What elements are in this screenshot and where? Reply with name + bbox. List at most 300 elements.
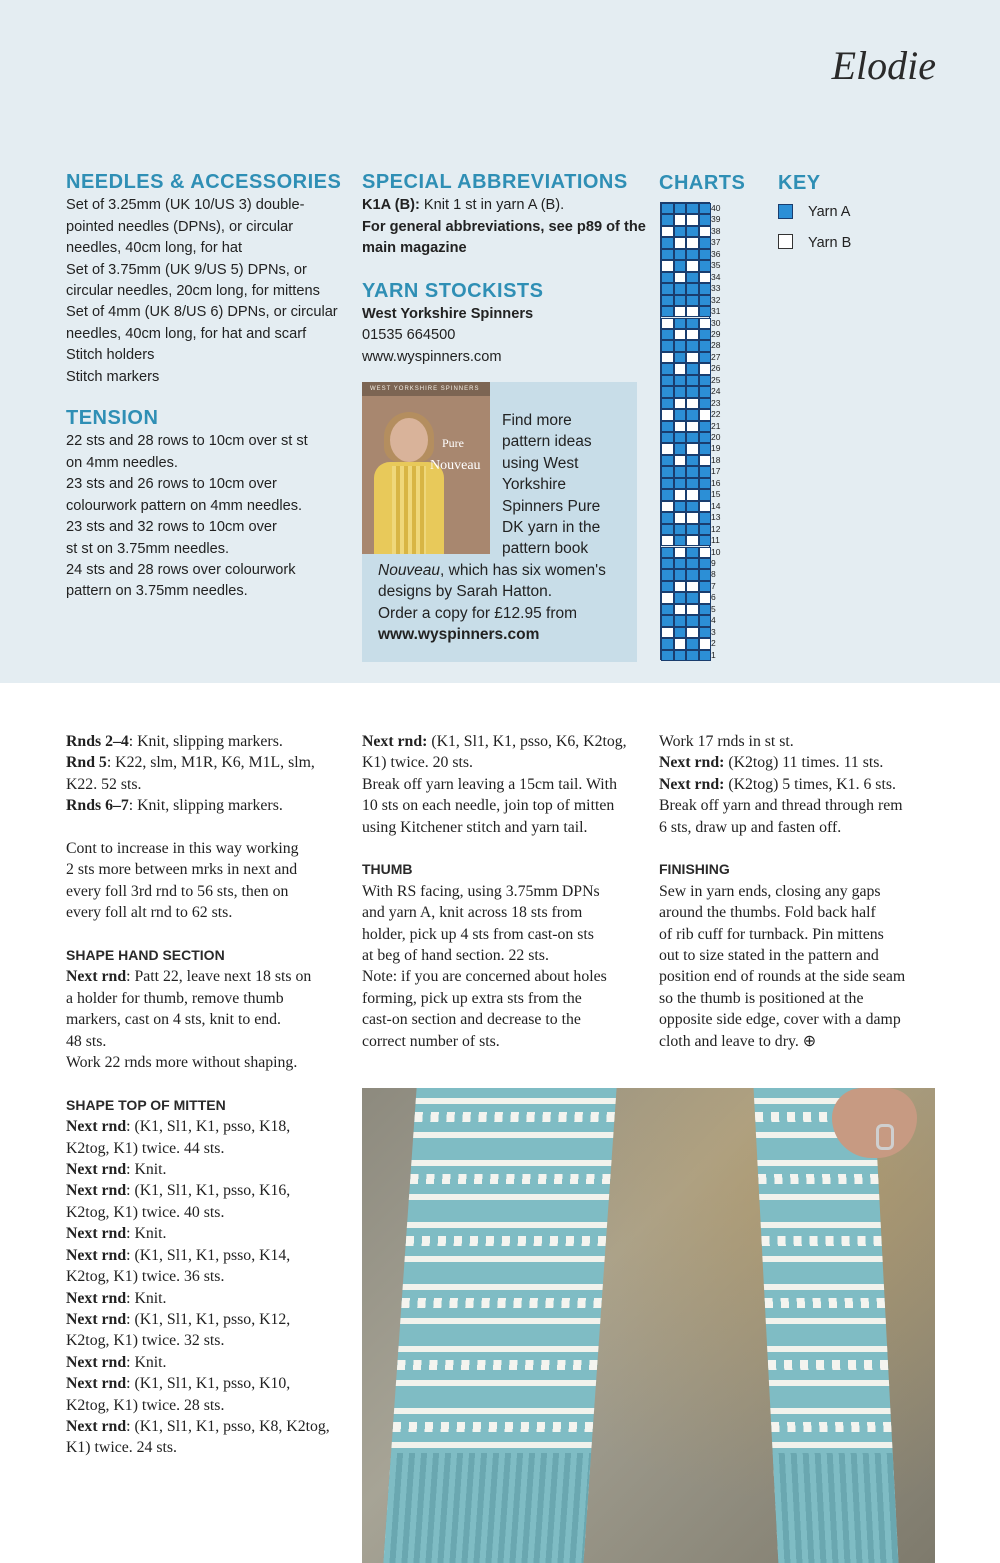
yarn-b-swatch — [778, 234, 793, 249]
chart-row-number: 2 — [711, 638, 716, 649]
chart-cell — [699, 203, 712, 214]
chart-row-number: 1 — [711, 649, 716, 660]
finishing-heading: FINISHING — [659, 861, 730, 878]
chart-cell — [686, 214, 699, 225]
scarf-stripe — [415, 1098, 615, 1104]
chart-cell — [674, 535, 687, 546]
chart-cell — [674, 501, 687, 512]
book-promo-box — [362, 382, 637, 662]
rnds-6-7 — [66, 795, 346, 816]
chart-cell — [686, 306, 699, 317]
scarf-stripe — [761, 1236, 882, 1246]
chart-row-number: 36 — [711, 248, 721, 259]
scarf-rib — [383, 1453, 591, 1563]
rnd-5-cont: K22. 52 sts. — [66, 775, 142, 793]
chart-cell — [661, 352, 674, 363]
thumb-line: With RS facing, using 3.75mm DPNs — [362, 882, 600, 900]
chart-cell — [686, 398, 699, 409]
chart-row-number: 31 — [711, 306, 721, 317]
chart-cell — [661, 535, 674, 546]
top-rnd-6-cont: K1) twice. 24 sts. — [66, 1439, 178, 1457]
chart-cell — [686, 249, 699, 260]
book-line-1-rest: , which has six women's — [440, 562, 606, 579]
chart-row-number: 32 — [711, 294, 721, 305]
rnd-5-text: : K22, slm, M1R, K6, M1L, slm, — [106, 754, 315, 772]
chart-cell — [699, 535, 712, 546]
chart-cell — [674, 650, 687, 661]
top-rnd-3-cont: K2tog, K1) twice. 36 sts. — [66, 1268, 225, 1286]
chart-row-number: 3 — [711, 626, 716, 637]
chart-cell — [661, 592, 674, 603]
chart-cell — [699, 569, 712, 580]
chart-cell — [686, 638, 699, 649]
scarf-stripe — [414, 1112, 615, 1122]
thumb-line: at beg of hand section. 22 sts. — [362, 947, 549, 965]
col3-break-text — [659, 795, 949, 838]
chart-cell — [686, 432, 699, 443]
chart-cell — [674, 386, 687, 397]
chart-cell — [686, 260, 699, 271]
tension-line: 23 sts and 26 rows to 10cm over — [66, 476, 277, 493]
chart-cell — [686, 272, 699, 283]
chart-cell — [686, 455, 699, 466]
chart-row-number: 24 — [711, 386, 721, 397]
scarf-stripe — [400, 1318, 600, 1324]
cover-model-top — [392, 466, 426, 554]
chart-cell — [674, 547, 687, 558]
chart-cell — [699, 306, 712, 317]
needles-line: Stitch markers — [66, 368, 160, 385]
book-side-line: pattern book — [502, 540, 589, 558]
chart-cell — [686, 375, 699, 386]
chart-cell — [674, 569, 687, 580]
chart-cell — [661, 386, 674, 397]
needles-heading: NEEDLES & ACCESSORIES — [66, 171, 342, 193]
needles-line: Set of 3.25mm (UK 10/US 3) double- — [66, 197, 305, 214]
top-rnd-5 — [66, 1373, 346, 1394]
top-rnd-6 — [66, 1416, 346, 1437]
book-side-text — [502, 410, 600, 560]
scarf-stripe — [401, 1298, 602, 1308]
book-side-line: DK yarn in the — [502, 519, 601, 537]
scarf-stripe — [764, 1284, 884, 1290]
chart-cell — [686, 329, 699, 340]
chart-cell — [686, 443, 699, 454]
chart-cell — [661, 421, 674, 432]
chart-cell — [674, 329, 687, 340]
chart-row-number: 26 — [711, 363, 721, 374]
scarf-stripe — [409, 1194, 609, 1200]
scarf-right-panel — [754, 1088, 899, 1563]
chart-cell — [699, 443, 712, 454]
chart-cell — [661, 214, 674, 225]
chart-cell — [661, 432, 674, 443]
chart-row-number: 39 — [711, 214, 721, 225]
chart-row-number: 27 — [711, 351, 721, 362]
chart-cell — [686, 501, 699, 512]
next-rnd-term: Next rnd — [66, 1118, 127, 1136]
chart-cell — [674, 306, 687, 317]
stockist-web[interactable]: www.wyspinners.com — [362, 348, 502, 365]
chart-cell — [661, 272, 674, 283]
chart-row-number: 34 — [711, 271, 721, 282]
chart-cell — [674, 318, 687, 329]
chart-cell — [674, 363, 687, 374]
book-side-line: pattern ideas — [502, 433, 592, 451]
chart-row-number: 37 — [711, 237, 721, 248]
hand-line: 48 sts. — [66, 1032, 107, 1050]
needles-line: needles, 40cm long, for hat — [66, 240, 243, 257]
chart-cell — [674, 249, 687, 260]
chart-cell — [699, 386, 712, 397]
book-line-3: Order a copy for £12.95 from — [378, 604, 578, 622]
chart-cell — [686, 203, 699, 214]
top-rnd-5-cont: K2tog, K1) twice. 28 sts. — [66, 1396, 225, 1414]
cover-pure-text: Pure — [442, 436, 464, 450]
chart-cell — [699, 249, 712, 260]
chart-cell — [686, 478, 699, 489]
chart-row-number: 40 — [711, 203, 721, 213]
chart-cell — [699, 352, 712, 363]
chart-cell — [699, 524, 712, 535]
chart-cell — [674, 615, 687, 626]
break-line: using Kitchener stitch and yarn tail. — [362, 818, 588, 836]
finishing-lines — [659, 881, 949, 1031]
chart-cell — [686, 489, 699, 500]
top-rnd-1-text: : (K1, Sl1, K1, psso, K18, — [126, 1118, 291, 1136]
chart-cell — [686, 512, 699, 523]
cont-line: 2 sts more between mrks in next and — [66, 861, 298, 879]
scarf-stripe — [757, 1160, 877, 1166]
scarf-stripe — [768, 1360, 889, 1370]
break-line: Break off yarn and thread through rem — [659, 797, 903, 815]
chart-cell — [674, 592, 687, 603]
thumb-line: cast-on section and decrease to the — [362, 1011, 581, 1029]
hand-next-rnd-text: : Patt 22, leave next 18 sts on — [126, 968, 312, 986]
needles-line: Set of 4mm (UK 8/US 6) DPNs, or circular — [66, 304, 338, 321]
finishing-line: so the thumb is positioned at the — [659, 989, 864, 1007]
chart-cell — [674, 214, 687, 225]
chart-cell — [661, 455, 674, 466]
scarf-stripe — [759, 1194, 879, 1200]
chart-row-number: 4 — [711, 615, 716, 626]
rnds-2-4-text: : Knit, slipping markers. — [128, 733, 283, 750]
break-line: 6 sts, draw up and fasten off. — [659, 818, 842, 836]
chart-cell — [661, 650, 674, 661]
finishing-line: position end of rounds at the side seam — [659, 968, 906, 986]
body-column-2 — [362, 731, 647, 1052]
col3-next-rnd-1-text: (K2tog) 11 times. 11 sts. — [724, 754, 884, 772]
tension-line: st st on 3.75mm needles. — [66, 540, 230, 557]
needles-line: Set of 3.75mm (UK 9/US 5) DPNs, or — [66, 261, 307, 278]
chart-cell — [674, 455, 687, 466]
scarf-stripe — [762, 1256, 882, 1262]
chart-row-number: 14 — [711, 500, 721, 511]
scarf-stripe — [770, 1408, 890, 1414]
k1a-definition — [362, 195, 647, 216]
tension-line: colourwork pattern on 4mm needles. — [66, 497, 303, 514]
chart-cell — [699, 638, 712, 649]
chart-cell — [699, 398, 712, 409]
scarf-stripe — [411, 1160, 611, 1166]
general-abbrev-2: main magazine — [362, 240, 467, 257]
chart-cell — [699, 581, 712, 592]
chart-row-number: 29 — [711, 328, 721, 339]
cover-nouveau-text: Nouveau — [430, 458, 481, 473]
yarn-a-swatch — [778, 204, 793, 219]
tension-line: 24 sts and 28 rows over colourwork — [66, 561, 296, 578]
chart-row-number: 7 — [711, 580, 716, 591]
top-rnd-5-text: : (K1, Sl1, K1, psso, K10, — [126, 1375, 291, 1393]
chart-row-number: 23 — [711, 397, 721, 408]
hand-next-rnd — [66, 966, 346, 987]
chart-row-number: 21 — [711, 420, 721, 431]
needles-line: Stitch holders — [66, 347, 155, 364]
top-rnd-3-text: : (K1, Sl1, K1, psso, K14, — [126, 1246, 291, 1264]
chart-cell — [661, 318, 674, 329]
needles-line: circular needles, 20cm long, for mittens — [66, 283, 320, 300]
next-rnd-term: Next rnd — [66, 1310, 127, 1328]
ring-shape — [876, 1124, 894, 1150]
rnds-6-7-text: : Knit, slipping markers. — [128, 797, 283, 815]
chart-cell — [661, 409, 674, 420]
cont-line: every foll 3rd rnd to 56 sts, then on — [66, 882, 289, 900]
tension-line: 22 sts and 28 rows to 10cm over st st — [66, 433, 308, 450]
cont-increase-text — [66, 838, 346, 924]
next-rnd-term: Next rnd — [66, 1246, 127, 1264]
next-rnd-term: Next rnd: — [659, 775, 725, 793]
stockist-phone: 01535 664500 — [362, 327, 456, 344]
chart-row-number: 30 — [711, 317, 721, 328]
chart-row-number: 18 — [711, 454, 721, 465]
yarn-a-label: Yarn A — [808, 204, 851, 220]
book-cover-band — [362, 382, 490, 396]
next-rnd-term: Next rnd — [66, 1417, 127, 1435]
chart-cell — [699, 318, 712, 329]
scarf-stripe — [404, 1256, 604, 1262]
chart-cell — [699, 650, 712, 661]
chart-cell — [661, 466, 674, 477]
chart-row-number: 38 — [711, 225, 721, 236]
chart-cell — [674, 283, 687, 294]
chart-cell — [661, 237, 674, 248]
top-rnd-1-cont: K2tog, K1) twice. 44 sts. — [66, 1139, 225, 1157]
chart-row-number: 16 — [711, 477, 721, 488]
cont-line: every foll alt rnd to 62 sts. — [66, 904, 233, 922]
top-rnd-2-cont: K2tog, K1) twice. 40 sts. — [66, 1203, 225, 1221]
chart-cell — [674, 627, 687, 638]
chart-cell — [686, 283, 699, 294]
break-line: Break off yarn leaving a 15cm tail. With — [362, 775, 617, 793]
needles-line: pointed needles (DPNs), or circular — [66, 218, 294, 235]
body-column-1 — [66, 731, 346, 1459]
book-title-italic: Nouveau — [378, 562, 441, 579]
finishing-line: Sew in yarn ends, closing any gaps — [659, 882, 881, 900]
knit-text: : Knit. — [126, 1289, 167, 1307]
chart-row-number: 25 — [711, 374, 721, 385]
knit-rnd-1 — [66, 1159, 346, 1180]
charts-heading: CHARTS — [659, 172, 746, 194]
next-rnd-term: Next rnd — [66, 1182, 127, 1200]
rnd-5-term: Rnd 5 — [66, 754, 107, 772]
chart-cell — [674, 272, 687, 283]
chart-cell — [686, 318, 699, 329]
chart-cell — [699, 627, 712, 638]
chart-row-number: 35 — [711, 260, 721, 271]
col3-next-rnd-1 — [659, 752, 949, 773]
chart-row-number: 15 — [711, 489, 721, 500]
chart-cell — [674, 466, 687, 477]
scarf-stripe — [402, 1284, 602, 1290]
finishing-line: opposite side edge, cover with a damp — [659, 1011, 901, 1029]
chart-cell — [661, 398, 674, 409]
shape-top-heading: SHAPE TOP OF MITTEN — [66, 1096, 226, 1113]
hand-lines — [66, 988, 346, 1074]
scarf-stripe — [391, 1442, 591, 1448]
chart-cell — [686, 409, 699, 420]
needles-line: needles, 40cm long, for hat and scarf — [66, 325, 307, 342]
chart-cell — [686, 592, 699, 603]
chart-cell — [699, 604, 712, 615]
scarf-stripe — [410, 1174, 611, 1184]
chart-cell — [699, 432, 712, 443]
chart-cell — [699, 455, 712, 466]
tension-line: pattern on 3.75mm needles. — [66, 583, 248, 600]
hand-line: a holder for thumb, remove thumb — [66, 989, 284, 1007]
scarf-stripe — [394, 1408, 594, 1414]
book-line-4[interactable]: www.wyspinners.com — [378, 626, 540, 644]
chart-cell — [661, 306, 674, 317]
chart-cell — [686, 569, 699, 580]
chart-cell — [661, 569, 674, 580]
tension-heading: TENSION — [66, 407, 159, 430]
shape-hand-heading: SHAPE HAND SECTION — [66, 947, 225, 964]
top-rnd-2 — [66, 1180, 346, 1201]
chart-cell — [661, 489, 674, 500]
chart-cell — [686, 352, 699, 363]
next-rnd-term: Next rnd: — [362, 733, 428, 750]
top-rnd-4-cont: K2tog, K1) twice. 32 sts. — [66, 1332, 225, 1350]
chart-cell — [699, 375, 712, 386]
scarf-stripe — [771, 1422, 892, 1432]
next-rnd-term: Next rnd — [66, 1225, 127, 1243]
chart-cell — [699, 260, 712, 271]
chart-cell — [661, 581, 674, 592]
chart-cell — [674, 512, 687, 523]
top-rnd-1 — [66, 1116, 346, 1137]
scarf-stripe — [772, 1442, 892, 1448]
chart-cell — [661, 363, 674, 374]
chart-cell — [674, 489, 687, 500]
top-rnd-4 — [66, 1309, 346, 1330]
chart-cell — [674, 443, 687, 454]
book-side-line: Spinners Pure — [502, 497, 601, 515]
needles-section — [66, 172, 346, 603]
chart-cell — [674, 524, 687, 535]
rnds-2-4 — [66, 731, 346, 752]
chart-cell — [699, 512, 712, 523]
book-line-2: designs by Sarah Hatton. — [378, 583, 553, 601]
next-rnd-term: Next rnd — [66, 1161, 127, 1179]
k1a-def: Knit 1 st in yarn A (B). — [419, 197, 565, 214]
chart-cell — [699, 226, 712, 237]
chart-cell — [674, 375, 687, 386]
chart-row-number: 33 — [711, 283, 721, 294]
chart-cell — [674, 398, 687, 409]
chart-cell — [674, 421, 687, 432]
scarf-stripe — [393, 1422, 594, 1432]
chart-cell — [674, 295, 687, 306]
chart-cell — [699, 214, 712, 225]
book-bottom-text — [378, 560, 636, 646]
chart-row-number: 20 — [711, 432, 721, 442]
finishing-last — [659, 1031, 949, 1052]
book-cover-image — [362, 382, 490, 554]
col2-next-rnd-text: (K1, Sl1, K1, psso, K6, K2tog, — [427, 733, 627, 750]
cover-band-text: WEST YORKSHIRE SPINNERS — [370, 386, 480, 392]
chart-cell — [661, 375, 674, 386]
book-side-line: using West — [502, 454, 579, 472]
chart-row-number: 13 — [711, 512, 721, 523]
chart-cell — [661, 283, 674, 294]
chart-cell — [699, 478, 712, 489]
tension-lines — [66, 431, 346, 602]
rnds-6-7-term: Rnds 6–7 — [66, 797, 129, 815]
chart-cell — [699, 501, 712, 512]
chart-cell — [674, 638, 687, 649]
chart-grid — [660, 202, 710, 660]
chart-cell — [674, 604, 687, 615]
chart-cell — [661, 443, 674, 454]
finishing-line: around the thumbs. Fold back half — [659, 904, 876, 922]
chart-cell — [686, 226, 699, 237]
thumb-line: correct number of sts. — [362, 1032, 500, 1050]
finishing-last-text: cloth and leave to dry. — [659, 1032, 803, 1050]
chart-cell — [661, 340, 674, 351]
abbreviations-section — [362, 172, 647, 368]
scarf-stripe — [406, 1236, 607, 1246]
chart-row-number: 6 — [711, 592, 716, 603]
col3-next-rnd-2-text: (K2tog) 5 times, K1. 6 sts. — [724, 775, 896, 793]
chart-cell — [674, 237, 687, 248]
tension-line: 23 sts and 32 rows to 10cm over — [66, 519, 277, 536]
chart-cell — [661, 524, 674, 535]
chart-cell — [686, 558, 699, 569]
rnd-5 — [66, 752, 346, 773]
thumb-heading: THUMB — [362, 861, 413, 878]
chart-cell — [674, 558, 687, 569]
next-rnd-term: Next rnd: — [659, 754, 725, 772]
rnds-2-4-term: Rnds 2–4 — [66, 733, 129, 750]
knit-rnd-3 — [66, 1288, 346, 1309]
chart-row-number: 22 — [711, 409, 721, 420]
chart-cell — [674, 352, 687, 363]
col2-next-rnd — [362, 731, 647, 752]
chart-row-number: 8 — [711, 569, 716, 580]
chart-cell — [699, 363, 712, 374]
chart-cell — [699, 272, 712, 283]
chart-cell — [699, 547, 712, 558]
k1a-term: K1A (B): — [362, 197, 420, 214]
finishing-line: out to size stated in the pattern and — [659, 947, 879, 965]
finishing-line: of rib cuff for turnback. Pin mittens — [659, 925, 884, 943]
scarf-stripe — [766, 1318, 886, 1324]
chart-cell — [699, 421, 712, 432]
abbreviations-heading: SPECIAL ABBREVIATIONS — [362, 171, 628, 193]
chart-cell — [686, 604, 699, 615]
col2-next-rnd-cont: K1) twice. 20 sts. — [362, 754, 474, 772]
book-side-line: Yorkshire — [502, 476, 567, 494]
